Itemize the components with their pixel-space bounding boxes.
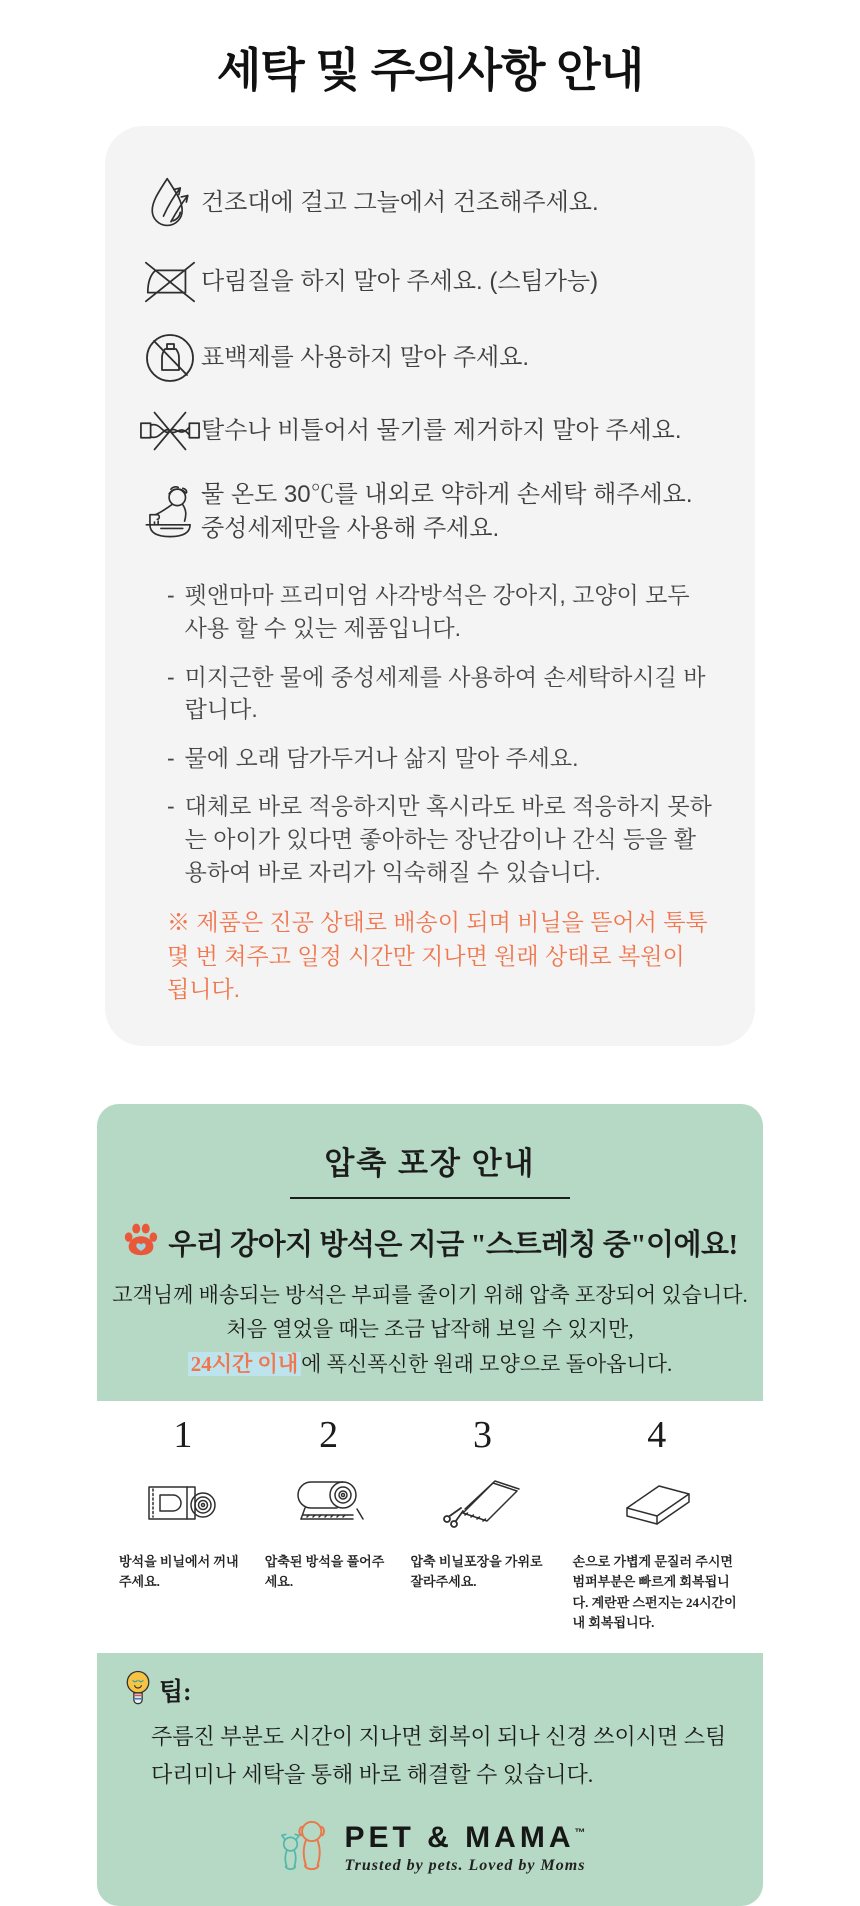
page-title: 세탁 및 주의사항 안내	[216, 44, 644, 96]
step-3	[406, 1415, 558, 1633]
step-3-scissors-cut-icon	[441, 1470, 525, 1536]
packaging-card	[97, 1104, 763, 1905]
note-item	[167, 579, 713, 644]
step-4	[569, 1415, 745, 1633]
brand-tagline: Trusted by pets. Loved by Moms	[344, 1857, 586, 1875]
no-bleach-icon	[139, 332, 201, 384]
note-item	[167, 790, 713, 888]
note-dash: -	[167, 663, 175, 690]
step-caption: 방석을 비닐에서 꺼내주세요.	[119, 1554, 239, 1590]
care-item-drip-dry	[139, 174, 713, 232]
brand-logo	[97, 1819, 763, 1878]
packaging-title: 압축 포장 안내	[290, 1138, 569, 1199]
highlight-suffix: 에 폭신폭신한 원래 모양으로 돌아옵니다.	[301, 1351, 673, 1376]
step-caption: 압축된 방석을 풀어주세요.	[264, 1554, 385, 1590]
packaging-headline-text: 우리 강아지 방석은 지금 "스트레칭 중"이에요!	[168, 1229, 738, 1262]
step-2-unroll-icon	[291, 1470, 367, 1536]
note-dash: -	[167, 793, 175, 820]
care-text: 건조대에 걸고 그늘에서 건조해주세요.	[201, 189, 599, 217]
step-1	[115, 1415, 251, 1633]
note-text: 대체로 바로 적응하지만 혹시라도 바로 적응하지 못하는 아이가 있다면 좋아하는 장난감이나 간식 등을 활용하여 바로 자리가 익숙해질 수 있습니다.	[184, 793, 712, 885]
paw-icon	[122, 1221, 160, 1264]
step-4-restored-cushion-icon	[615, 1470, 699, 1536]
care-card	[105, 126, 755, 1046]
step-caption: 손으로 가볍게 문질러 주시면 범퍼부분은 빠르게 회복됩니다. 계란판 스펀지는 24시간이내 회복됩니다.	[572, 1554, 737, 1630]
highlight-24h: 24시간 이내	[188, 1352, 301, 1376]
care-item-no-wring	[139, 410, 713, 452]
brand-name: PET & MAMA™	[344, 1821, 586, 1855]
no-wring-icon	[139, 410, 201, 452]
care-text	[201, 478, 693, 545]
drip-dry-icon	[139, 174, 201, 232]
care-text-line1: 물 온도 30℃를 내외로 약하게 손세탁 해주세요.	[201, 481, 693, 508]
step-number: 2	[319, 1413, 339, 1456]
no-iron-icon	[139, 258, 201, 306]
vacuum-warning-text: ※ 제품은 진공 상태로 배송이 되며 비닐을 뜯어서 툭툭 몇 번 쳐주고 일정 시간만 지나면 원래 상태로 복원이 됩니다.	[167, 909, 708, 1003]
step-1-rolled-package-icon	[145, 1470, 221, 1536]
tm-mark: ™	[574, 1827, 586, 1840]
note-text: 물에 오래 담가두거나 삶지 말아 주세요.	[184, 744, 579, 771]
care-item-no-iron	[139, 258, 713, 306]
tip-head	[123, 1669, 733, 1712]
note-text: 펫앤마마 프리미엄 사각방석은 강아지, 고양이 모두 사용 할 수 있는 제품입니다.	[184, 582, 690, 641]
care-text-line2: 중성세제만을 사용해 주세요.	[201, 514, 500, 542]
care-text: 표백제를 사용하지 말아 주세요.	[201, 344, 530, 372]
step-number: 1	[173, 1413, 193, 1456]
packaging-description	[97, 1278, 763, 1380]
tip-text: 주름진 부분도 시간이 지나면 회복이 되나 신경 쓰이시면 스팀다리미나 세탁을 통해 바로 해결할 수 있습니다.	[151, 1723, 727, 1788]
step-caption: 압축 비닐포장을 가위로 잘라주세요.	[410, 1554, 543, 1590]
description-line: 고객님께 배송되는 방석은 부피를 줄이기 위해 압축 포장되어 있습니다.	[112, 1283, 748, 1308]
note-dash: -	[167, 744, 175, 771]
note-item	[167, 661, 713, 726]
tip-section	[97, 1653, 763, 1795]
note-item	[167, 742, 713, 775]
step-number: 3	[473, 1413, 492, 1456]
hand-wash-icon	[139, 479, 201, 545]
packaging-headline	[97, 1221, 763, 1264]
care-item-hand-wash	[139, 478, 713, 545]
description-line: 처음 열었을 때는 조금 납작해 보일 수 있지만,	[226, 1317, 634, 1342]
care-item-no-bleach	[139, 332, 713, 384]
packaging-title-wrap	[97, 1138, 763, 1199]
step-number: 4	[647, 1413, 667, 1456]
care-notes	[167, 579, 713, 888]
unpacking-steps	[97, 1401, 763, 1653]
lightbulb-icon	[123, 1669, 153, 1712]
note-dash: -	[167, 582, 175, 609]
step-2	[261, 1415, 397, 1633]
care-text: 탈수나 비틀어서 물기를 제거하지 말아 주세요.	[201, 417, 682, 445]
note-text: 미지근한 물에 중성세제를 사용하여 손세탁하시길 바랍니다.	[184, 663, 706, 723]
care-text: 다림질을 하지 말아 주세요. (스팀가능)	[201, 268, 599, 296]
brand-text	[345, 1821, 586, 1875]
description-line	[97, 1347, 763, 1381]
tip-label: 팁:	[159, 1679, 192, 1707]
pets-logo-icon	[275, 1819, 333, 1878]
